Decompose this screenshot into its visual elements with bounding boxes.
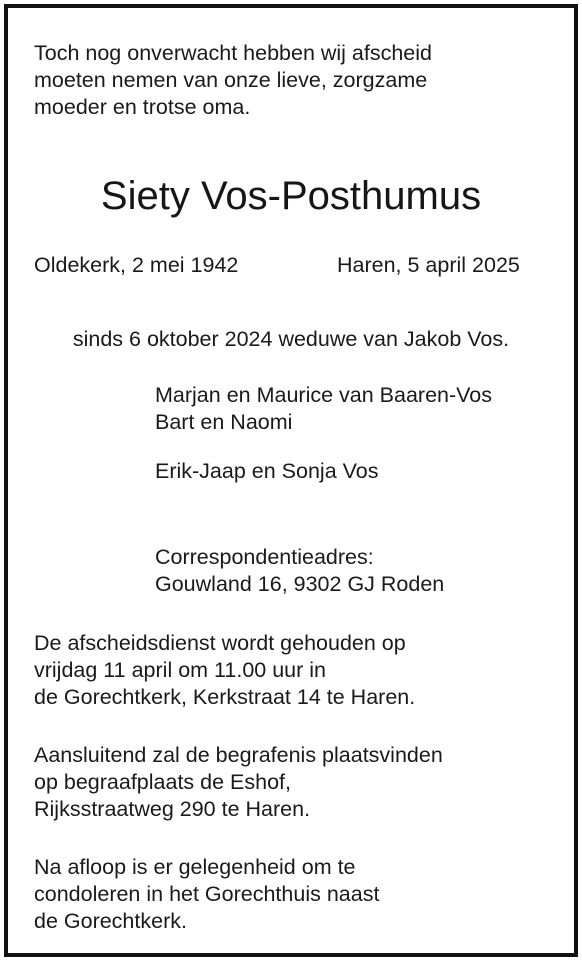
family-group-1: Marjan en Maurice van Baaren-Vos Bart en Naomi [155,383,493,434]
obituary-card [4,4,578,957]
birth-place-date: Oldekerk, 2 mei 1942 [34,253,239,277]
service-info: De afscheidsdienst wordt gehouden op vrijdag 11 april om 11.00 uur in de Gorechtkerk, Kerkstraat 14 te Haren. [34,631,416,709]
intro-text: Toch nog onverwacht hebben wij afscheid moeten nemen van onze lieve, zorgzame moeder en trotse oma. [34,41,433,119]
correspondence-label: Correspondentieadres: [155,545,374,569]
correspondence-address: Gouwland 16, 9302 GJ Roden [155,572,445,596]
death-place-date: Haren, 5 april 2025 [337,253,520,277]
condolence-info: Na afloop is er gelegenheid om te condoleren in het Gorechthuis naast de Gorechtkerk. [34,855,380,933]
widow-line: sinds 6 oktober 2024 weduwe van Jakob Vos. [72,327,510,351]
deceased-name: Siety Vos-Posthumus [100,174,482,218]
family-group-2: Erik-Jaap en Sonja Vos [155,459,379,483]
burial-info: Aansluitend zal de begrafenis plaatsvinden op begraafplaats de Eshof, Rijksstraatweg 290 te Haren. [34,743,443,821]
